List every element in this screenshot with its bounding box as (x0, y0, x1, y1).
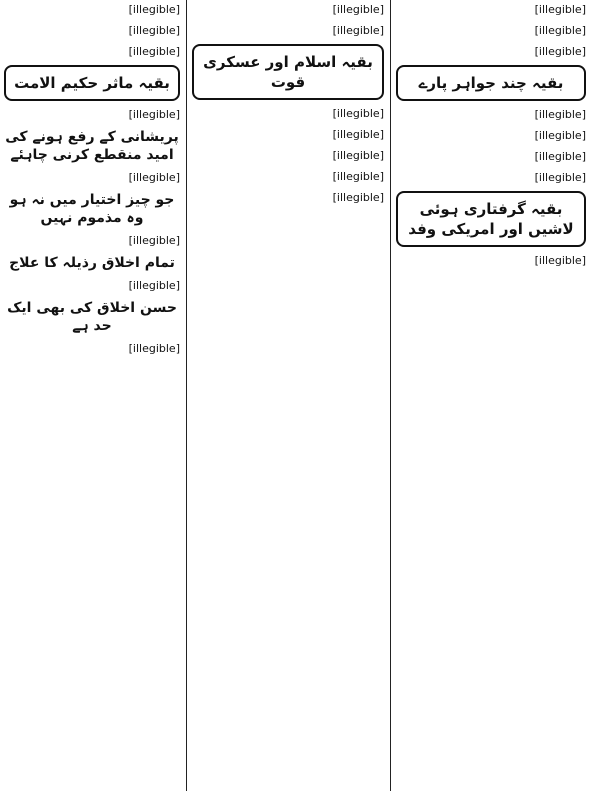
left-subheading-4: حسن اخلاق کی بھی ایک حد ہے (7, 300, 177, 334)
left-subheading-3: تمام اخلاق رذیلہ کا علاج (9, 255, 175, 271)
mid-text-block-5: [illegible] (332, 149, 384, 162)
right-heading-box-2: بقیہ گرفتاری ہوئی لاشیں اور امریکی وفد (396, 191, 586, 247)
right-heading-box-1: بقیہ چند جواہر پارے (396, 65, 586, 101)
left-text-block-4: [illegible] (128, 108, 180, 121)
right-text-block-7: [illegible] (534, 171, 586, 184)
left-text-block-6: [illegible] (128, 234, 180, 247)
middle-column (188, 0, 388, 791)
left-text-block-5: [illegible] (128, 171, 180, 184)
mid-text-block-6: [illegible] (332, 170, 384, 183)
right-text-block-1: [illegible] (534, 3, 586, 16)
column-rule-right (390, 0, 391, 791)
left-subheading-1: پریشانی کے رفع ہونے کی امید منقطع کرنی چاہئے (5, 129, 179, 163)
mid-text-block-4: [illegible] (332, 128, 384, 141)
right-text-block-2: [illegible] (534, 24, 586, 37)
mid-text-block-3: [illegible] (332, 107, 384, 120)
mid-text-block-7: [illegible] (332, 191, 384, 204)
right-text-block-8: [illegible] (534, 254, 586, 267)
left-subheading-2: جو چیز اختیار میں نہ ہو وہ مذموم نہیں (9, 192, 175, 226)
mid-heading-box: بقیہ اسلام اور عسکری قوت (192, 44, 384, 100)
mid-text-block-1: [illegible] (332, 3, 384, 16)
mid-text-block-2: [illegible] (332, 24, 384, 37)
column-rule-left (186, 0, 187, 791)
right-text-block-6: [illegible] (534, 150, 586, 163)
left-text-block-3: [illegible] (128, 45, 180, 58)
right-column (392, 0, 590, 791)
left-heading-box: بقیہ ماثر حکیم الامت (4, 65, 180, 101)
left-text-block-8: [illegible] (128, 342, 180, 355)
left-column (0, 0, 184, 791)
right-text-block-5: [illegible] (534, 129, 586, 142)
left-text-block-1: [illegible] (128, 3, 180, 16)
left-text-block-7: [illegible] (128, 279, 180, 292)
left-text-block-2: [illegible] (128, 24, 180, 37)
right-text-block-4: [illegible] (534, 108, 586, 121)
right-text-block-3: [illegible] (534, 45, 586, 58)
